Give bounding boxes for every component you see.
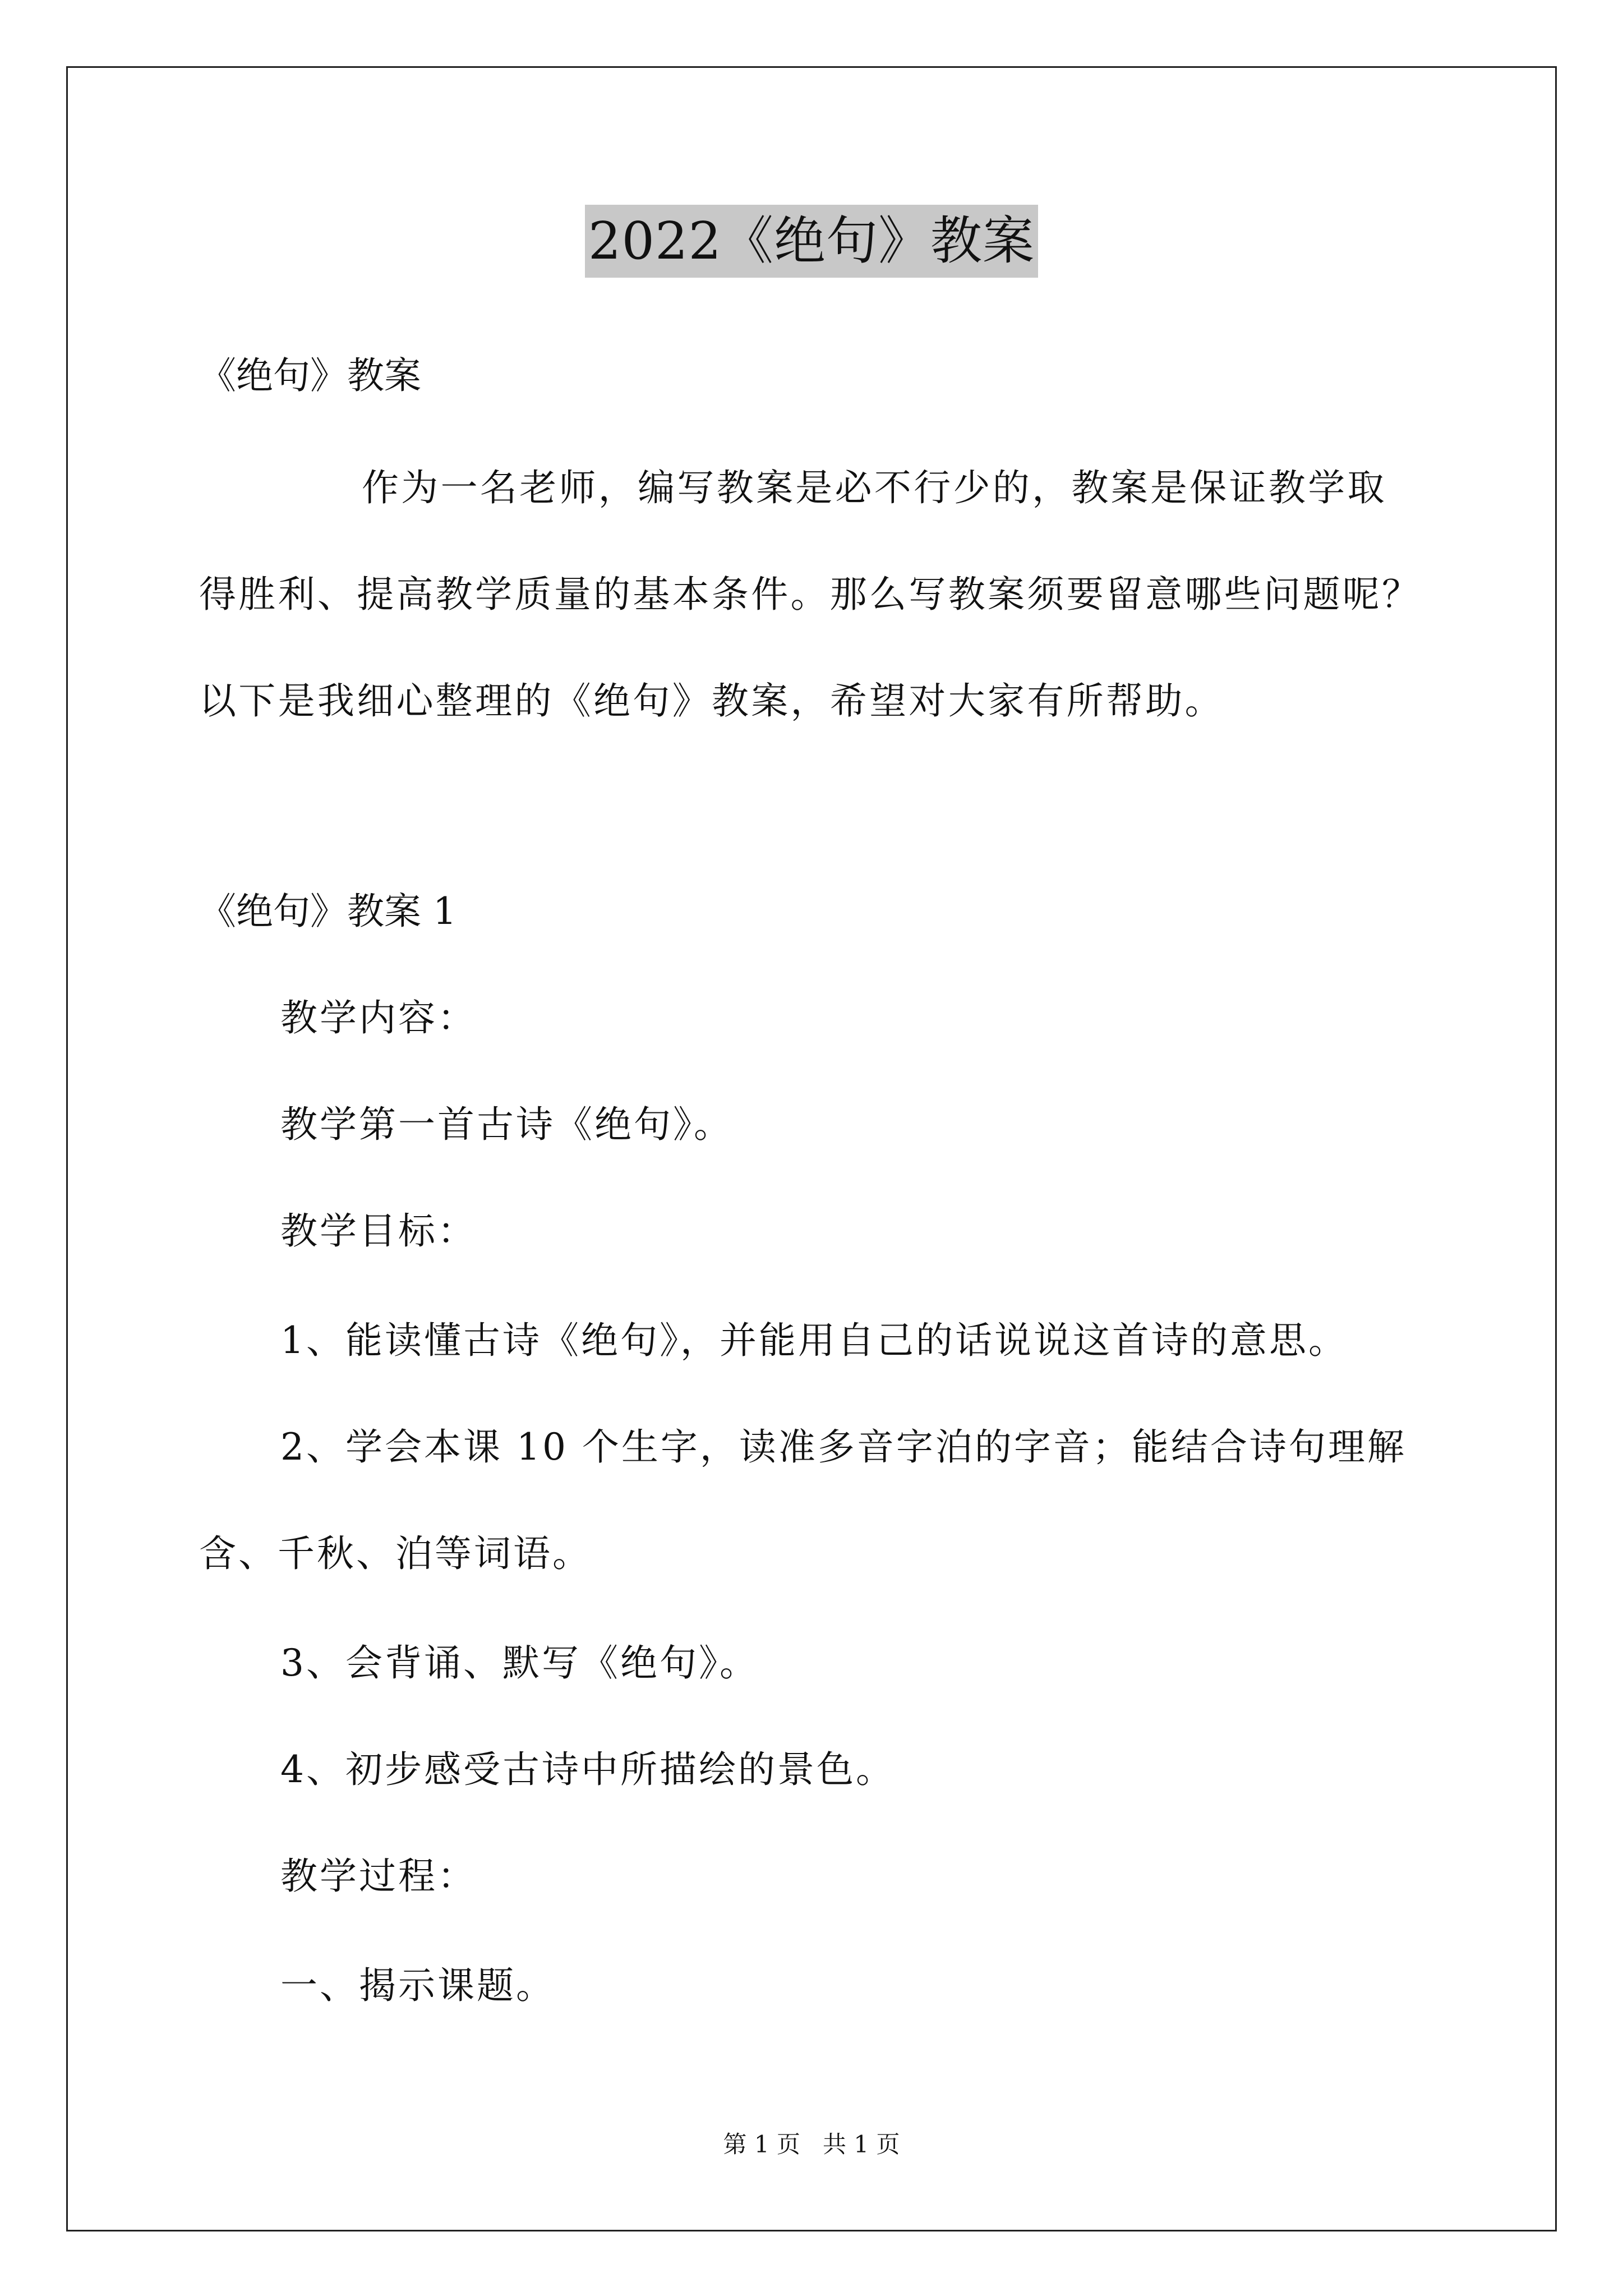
goal-item-continuation: 含、千秋、泊等词语。	[199, 1532, 592, 1575]
teaching-content-text: 教学第一首古诗《绝句》。	[280, 1103, 733, 1146]
intro-paragraph-line: 作为一名老师，编写教案是必不行少的，教案是保证教学取	[362, 466, 1387, 509]
goal-item: 2、学会本课 10 个生字，读准多音字泊的字音；能结合诗句理解	[280, 1425, 1407, 1469]
document-title: 2022《绝句》教案	[585, 205, 1038, 278]
intro-paragraph-line: 得胜利、提高教学质量的基本条件。那么写教案须要留意哪些问题呢？	[199, 573, 1422, 616]
intro-paragraph-line: 以下是我细心整理的《绝句》教案，希望对大家有所帮助。	[199, 679, 1224, 723]
teaching-content-label: 教学内容：	[280, 996, 477, 1039]
goal-item: 4、初步感受古诗中所描绘的景色。	[280, 1748, 895, 1791]
goal-item: 3、会背诵、默写《绝句》。	[280, 1641, 759, 1685]
page-footer: 第 1 页 共 1 页	[723, 2131, 900, 2158]
teaching-goals-label: 教学目标：	[280, 1209, 477, 1253]
section-heading: 《绝句》教案	[199, 354, 421, 397]
teaching-process-label: 教学过程：	[280, 1855, 477, 1898]
goal-item: 1、能读懂古诗《绝句》，并能用自己的话说说这首诗的意思。	[280, 1319, 1348, 1362]
process-step: 一、揭示课题。	[280, 1964, 555, 2007]
lesson-plan-heading: 《绝句》教案 1	[199, 890, 457, 933]
title-container	[0, 205, 1623, 278]
